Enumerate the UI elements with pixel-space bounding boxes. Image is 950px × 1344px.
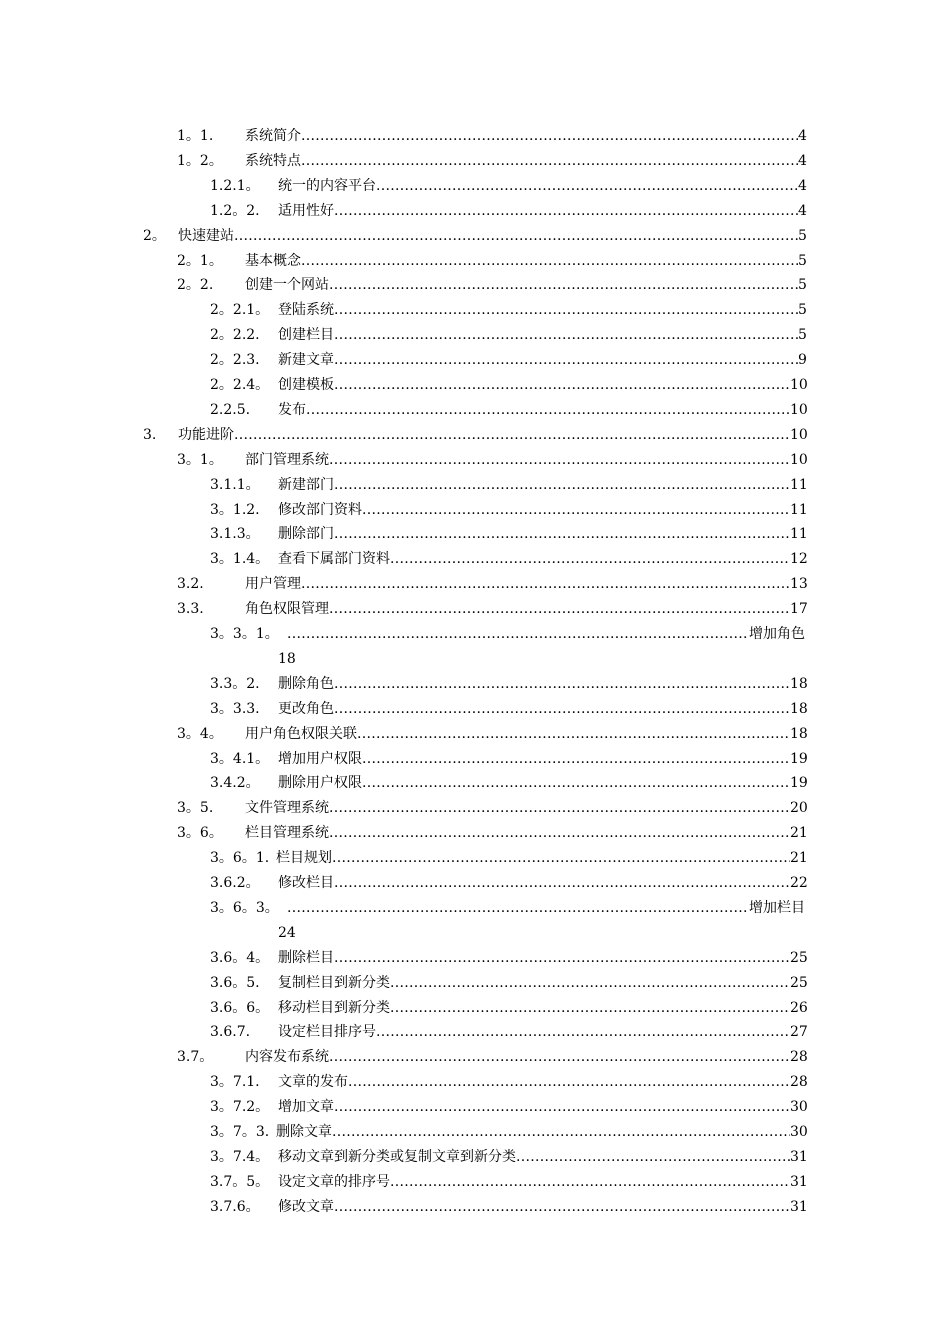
toc-entry[interactable] [0, 722, 950, 747]
toc-leader-dots [390, 547, 790, 572]
toc-page-number: 18 [790, 675, 808, 692]
toc-entry-number: 3. [143, 426, 157, 443]
toc-page-number: 10 [790, 377, 808, 393]
toc-entry-number: 2。 [143, 227, 166, 244]
toc-leader-dots [329, 796, 790, 821]
toc-entry[interactable] [0, 747, 950, 772]
toc-entry-title: 新建文章 [278, 352, 334, 369]
toc-entry[interactable] [0, 572, 950, 597]
toc-page-number: 27 [790, 1024, 808, 1041]
toc-entry[interactable] [0, 996, 950, 1021]
toc-page-number: 11 [790, 526, 808, 543]
toc-page-number: 17 [790, 601, 808, 618]
toc-entry[interactable] [0, 896, 950, 921]
toc-entry-number: 1。1. [177, 128, 214, 144]
toc-page-number: 26 [790, 999, 808, 1016]
toc-entry-title: 系统特点 [245, 152, 301, 169]
toc-entry-title: 栏目管理系统 [245, 825, 329, 842]
toc-page-number: 22 [790, 875, 808, 891]
toc-leader-dots [362, 771, 790, 796]
toc-leader-dots [334, 1095, 790, 1120]
toc-entry-title: 修改部门资料 [278, 501, 362, 518]
toc-entry-title: 修改栏目 [278, 875, 334, 891]
toc-entry-number: 3.3. [177, 601, 204, 618]
toc-entry[interactable] [0, 672, 950, 697]
toc-leader-dots [329, 1045, 790, 1070]
toc-page-number: 21 [790, 850, 808, 867]
toc-entry-title: 栏目规划 [276, 850, 332, 867]
toc-entry-title: 查看下属部门资料 [278, 551, 390, 568]
toc-entry[interactable] [0, 1070, 950, 1095]
toc-page-number: 10 [790, 401, 808, 418]
toc-entry[interactable] [0, 1095, 950, 1120]
toc-page-number: 31 [790, 1148, 808, 1165]
toc-entry-title: 删除文章 [276, 1124, 332, 1140]
toc-entry-number: 3。6。3。 [210, 899, 279, 916]
toc-leader-dots [334, 522, 790, 547]
toc-entry-number: 3。3.3. [210, 700, 260, 717]
toc-entry[interactable] [0, 697, 950, 722]
toc-entry-title: 文章的发布 [278, 1074, 348, 1091]
toc-entry[interactable] [0, 273, 950, 298]
toc-page-number: 25 [790, 974, 808, 991]
toc-leader-dots [334, 473, 790, 498]
toc-entry-number: 3.4.2。 [210, 775, 260, 792]
toc-entry[interactable] [0, 1195, 950, 1220]
toc-entry-title: 系统简介 [245, 128, 301, 144]
toc-entry[interactable] [0, 323, 950, 348]
toc-leader-dots [234, 423, 790, 448]
toc-entry[interactable] [0, 622, 950, 647]
toc-page-number: 5 [798, 252, 807, 269]
toc-leader-dots [287, 896, 749, 921]
toc-entry-number: 3.7。5。 [210, 1173, 270, 1190]
toc-leader-dots [362, 498, 790, 523]
toc-page-number: 31 [790, 1198, 808, 1215]
toc-entry[interactable] [0, 522, 950, 547]
toc-page-number: 18 [278, 650, 296, 667]
toc-entry-title: 设定文章的排序号 [278, 1173, 390, 1190]
toc-entry[interactable] [0, 871, 950, 896]
toc-entry[interactable] [0, 473, 950, 498]
toc-leader-dots [334, 1195, 790, 1220]
toc-entry-title: 登陆系统 [278, 302, 334, 319]
toc-page-number: 4 [798, 177, 807, 194]
toc-page-number: 19 [790, 750, 808, 767]
toc-entry-title: 发布 [278, 401, 306, 418]
toc-entry-number: 3。4。 [177, 725, 223, 742]
toc-entry-title: 角色权限管理 [245, 601, 329, 618]
toc-entry[interactable] [0, 1020, 950, 1045]
toc-entry[interactable] [0, 1145, 950, 1170]
toc-page-number: 5 [798, 277, 807, 294]
toc-leader-dots [301, 124, 798, 149]
toc-leader-dots [516, 1145, 790, 1170]
toc-entry-title: 快速建站 [178, 227, 234, 244]
toc-entry-title: 移动栏目到新分类 [278, 999, 390, 1016]
toc-leader-dots [348, 1070, 790, 1095]
toc-leader-dots [390, 971, 790, 996]
toc-leader-dots [334, 348, 798, 373]
toc-entry-title: 适用性好 [278, 202, 334, 219]
toc-entry[interactable] [0, 348, 950, 373]
toc-leader-dots [334, 697, 790, 722]
toc-entry[interactable] [0, 498, 950, 523]
toc-entry-number: 3.7.6。 [210, 1198, 260, 1215]
toc-entry[interactable] [0, 448, 950, 473]
toc-entry[interactable] [0, 373, 950, 398]
toc-leader-dots [334, 373, 790, 398]
toc-entry-number: 1。2。 [177, 152, 223, 169]
toc-entry-title: 增加用户权限 [278, 750, 362, 767]
toc-entry-title: 创建栏目 [278, 327, 334, 344]
toc-entry[interactable] [0, 249, 950, 274]
toc-leader-dots [332, 846, 790, 871]
toc-page-number: 30 [790, 1099, 808, 1116]
toc-entry-number: 2。2.1。 [210, 302, 270, 319]
toc-leader-dots [376, 1020, 790, 1045]
toc-entry[interactable] [0, 1045, 950, 1070]
toc-entry[interactable] [0, 149, 950, 174]
toc-leader-dots [301, 249, 798, 274]
toc-entry-title: 统一的内容平台 [278, 177, 376, 194]
toc-entry-number: 3.1.1。 [210, 476, 260, 493]
toc-entry-title: 创建一个网站 [245, 277, 329, 294]
toc-entry-number: 3。7。3. [210, 1124, 270, 1140]
toc-entry-number: 3.7。 [177, 1049, 214, 1066]
toc-page-number: 11 [790, 501, 808, 518]
toc-entry-number: 3.1.3。 [210, 526, 260, 543]
toc-entry-title: 更改角色 [278, 700, 334, 717]
toc-entry[interactable] [0, 547, 950, 572]
toc-leader-dots [234, 224, 798, 249]
toc-leader-dots [334, 298, 798, 323]
toc-entry-title: 移动文章到新分类或复制文章到新分类 [278, 1148, 516, 1165]
toc-entry-title: 用户角色权限关联 [245, 725, 357, 742]
toc-leader-dots [334, 672, 790, 697]
toc-leader-dots [329, 597, 790, 622]
toc-entry-number: 1.2。2. [210, 202, 260, 219]
toc-entry-number: 3。6。1. [210, 850, 270, 867]
toc-entry-number: 3.6。6。 [210, 999, 270, 1016]
toc-entry[interactable] [0, 821, 950, 846]
toc-page-number: 18 [790, 700, 808, 717]
toc-entry-title: 创建模板 [278, 377, 334, 393]
toc-entry-continuation[interactable] [0, 921, 950, 946]
toc-entry[interactable] [0, 846, 950, 871]
toc-leader-dots [390, 1170, 790, 1195]
toc-entry-title: 内容发布系统 [245, 1049, 329, 1066]
toc-entry[interactable] [0, 298, 950, 323]
toc-page-number: 21 [790, 825, 808, 842]
toc-entry[interactable] [0, 771, 950, 796]
toc-entry-number: 1.2.1。 [210, 177, 260, 194]
toc-entry-number: 3。7.4。 [210, 1148, 270, 1165]
toc-leader-dots [301, 572, 790, 597]
toc-leader-dots [334, 199, 798, 224]
toc-entry-title: 删除部门 [278, 526, 334, 543]
toc-page-number: 25 [790, 949, 808, 966]
toc-leader-dots [334, 946, 790, 971]
toc-page-number: 12 [790, 551, 808, 568]
toc-leader-dots [334, 323, 798, 348]
toc-page-number: 9 [798, 352, 807, 369]
toc-entry-number: 3。4.1。 [210, 750, 270, 767]
toc-leader-dots [390, 996, 790, 1021]
toc-entry-title: 增加文章 [278, 1099, 334, 1116]
toc-entry-title: 修改文章 [278, 1198, 334, 1215]
toc-page-number: 5 [798, 302, 807, 319]
toc-page-number: 4 [798, 202, 807, 219]
toc-entry[interactable] [0, 597, 950, 622]
toc-page-number: 13 [790, 576, 808, 593]
toc-entry-number: 3.6.2。 [210, 875, 260, 891]
toc-entry[interactable] [0, 199, 950, 224]
toc-entry-number: 2.2.5. [210, 401, 251, 418]
toc-leader-dots [287, 622, 749, 647]
toc-entry[interactable] [0, 1170, 950, 1195]
toc-entry[interactable] [0, 1120, 950, 1145]
toc-entry-number: 3。5. [177, 800, 214, 817]
toc-entry-number: 2。2.3. [210, 352, 260, 369]
toc-entry-number: 3.6。5. [210, 974, 260, 991]
toc-entry-title: 删除角色 [278, 675, 334, 692]
toc-entry[interactable] [0, 946, 950, 971]
toc-page-number: 28 [790, 1049, 808, 1066]
toc-entry[interactable] [0, 398, 950, 423]
toc-entry-number: 2。1。 [177, 252, 223, 269]
toc-entry-number: 3。7.2。 [210, 1099, 270, 1116]
toc-entry-number: 3。1。 [177, 451, 223, 468]
toc-leader-dots [301, 149, 798, 174]
toc-entry-title: 新建部门 [278, 476, 334, 493]
toc-entry-number: 3。1.4。 [210, 551, 270, 568]
toc-leader-dots [362, 747, 790, 772]
toc-leader-dots [329, 821, 790, 846]
toc-page-number: 24 [278, 924, 296, 941]
toc-leader-dots [332, 1120, 790, 1145]
toc-entry-title: 删除用户权限 [278, 775, 362, 792]
toc-entry-title: 增加栏目 [749, 899, 805, 916]
toc-page-number: 19 [790, 775, 808, 792]
toc-leader-dots [334, 871, 790, 896]
toc-page-number: 4 [798, 152, 807, 169]
toc-entry-title: 功能进阶 [178, 426, 234, 443]
toc-entry-title: 增加角色 [749, 626, 805, 642]
toc-page-number: 5 [798, 227, 807, 244]
toc-page-number: 28 [790, 1074, 808, 1091]
toc-entry-number: 3。3。1。 [210, 626, 279, 642]
toc-page-number: 11 [790, 476, 808, 493]
toc-page-number: 30 [790, 1124, 808, 1140]
toc-entry-number: 3。1.2. [210, 501, 260, 518]
toc-entry-title: 用户管理 [245, 576, 301, 593]
toc-leader-dots [329, 448, 790, 473]
toc-page-number: 31 [790, 1173, 808, 1190]
toc-page-number: 4 [798, 128, 807, 144]
toc-entry-number: 3.6.7. [210, 1024, 251, 1041]
toc-entry-title: 删除栏目 [278, 949, 334, 966]
toc-entry-continuation[interactable] [0, 647, 950, 672]
toc-entry[interactable] [0, 224, 950, 249]
toc-entry[interactable] [0, 124, 950, 149]
toc-entry-number: 2。2.2. [210, 327, 260, 344]
toc-entry-number: 3。6。 [177, 825, 223, 842]
toc-entry[interactable] [0, 174, 950, 199]
toc-entry[interactable] [0, 971, 950, 996]
toc-entry-number: 3.6。4。 [210, 949, 270, 966]
toc-entry-title: 设定栏目排序号 [278, 1024, 376, 1041]
toc-entry-title: 基本概念 [245, 252, 301, 269]
toc-leader-dots [306, 398, 790, 423]
toc-page-number: 10 [790, 451, 808, 468]
toc-entry-number: 2。2. [177, 277, 214, 294]
toc-page-number: 10 [790, 426, 808, 443]
toc-leader-dots [329, 273, 798, 298]
toc-entry[interactable] [0, 796, 950, 821]
toc-entry-title: 部门管理系统 [245, 451, 329, 468]
toc-page-number: 18 [790, 725, 808, 742]
toc-entry-title: 文件管理系统 [245, 800, 329, 817]
toc-entry-title: 复制栏目到新分类 [278, 974, 390, 991]
toc-leader-dots [357, 722, 790, 747]
toc-page-number: 20 [790, 800, 808, 817]
toc-entry-number: 3.2. [177, 576, 204, 593]
toc-page-number: 5 [798, 327, 807, 344]
toc-entry-number: 3.3。2. [210, 675, 260, 692]
toc-entry-number: 2。2.4。 [210, 377, 270, 393]
toc-leader-dots [376, 174, 798, 199]
toc-entry[interactable] [0, 423, 950, 448]
toc-entry-number: 3。7.1. [210, 1074, 260, 1091]
